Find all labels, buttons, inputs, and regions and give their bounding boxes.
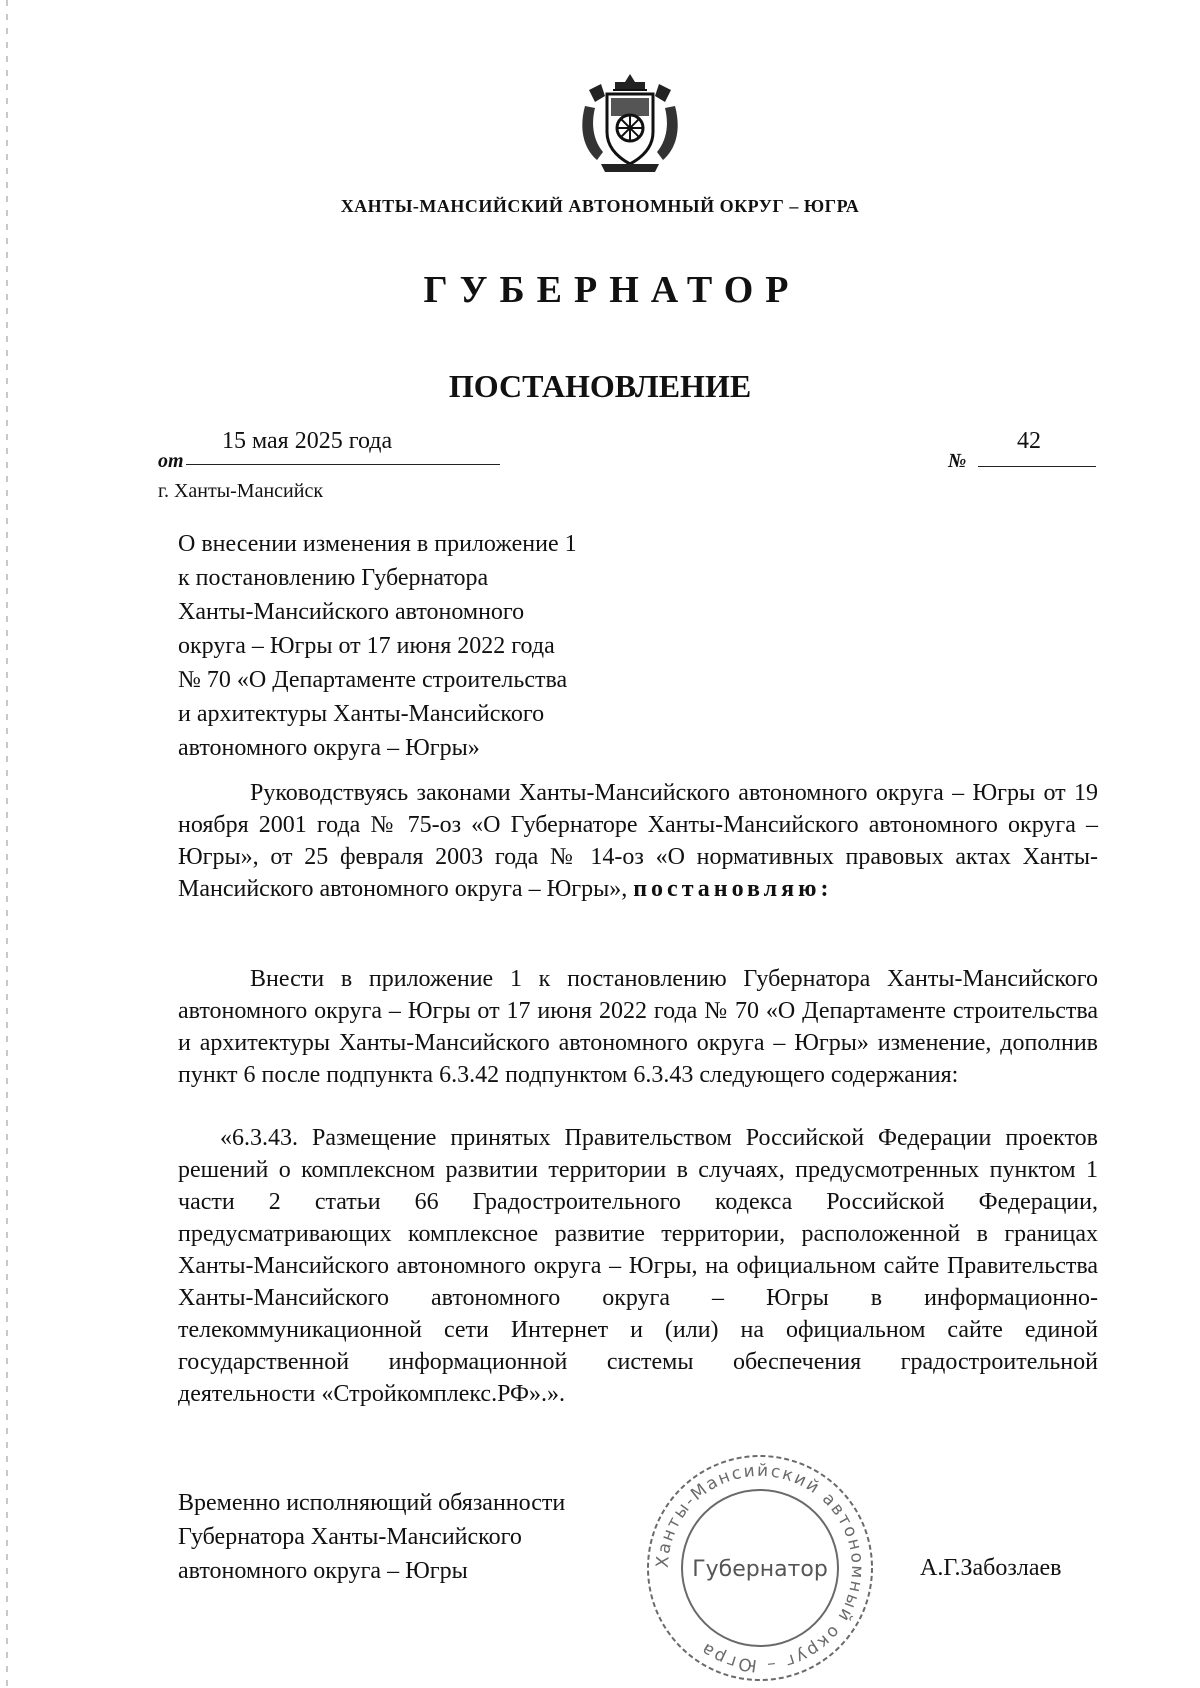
subject-line: и архитектуры Ханты-Мансийского — [178, 701, 545, 727]
subject-line: автономного округа – Югры» — [178, 735, 480, 761]
seal-center-text: Губернатор — [692, 1557, 828, 1582]
subject-line: к постановлению Губернатора — [178, 565, 489, 591]
position-line: Временно исполняющий обязанности — [178, 1490, 566, 1516]
preamble-paragraph — [178, 777, 1098, 905]
subject-line: округа – Югры от 17 июня 2022 года — [178, 633, 555, 659]
governor-seal — [640, 1448, 880, 1688]
authority-heading: ГУБЕРНАТОР — [423, 269, 801, 311]
document-subject — [178, 527, 678, 765]
position-line: автономного округа – Югры — [178, 1558, 468, 1584]
amendment-text: Внести в приложение 1 к постановлению Губернатора Ханты-Мансийского автономного округа – Югры от 17 июня 2022 года № 70 «О Департаменте строительства и архитектуры Ханты-Мансийского автономного округа – Югры» изменение, дополнив пункт 6 после подпункта 6.3.42 подпунктом 6.3.43 следующего содержания: — [178, 966, 1098, 1088]
issue-city: г. Ханты-Мансийск — [158, 480, 324, 502]
region-heading: ХАНТЫ-МАНСИЙСКИЙ АВТОНОМНЫЙ ОКРУГ – ЮГРА — [340, 196, 860, 216]
resolve-colon: : — [820, 876, 829, 902]
document-type-heading: ПОСТАНОВЛЕНИЕ — [448, 368, 752, 404]
new-subclause-paragraph — [178, 1122, 1098, 1410]
scan-edge — [6, 0, 8, 1686]
document-number: 42 — [1017, 428, 1041, 454]
coat-of-arms-icon — [575, 68, 685, 178]
preamble-text: Руководствуясь законами Ханты-Мансийского автономного округа – Югры от 19 ноября 2001 года № 75-оз «О Губернаторе Ханты-Мансийского автономного округа – Югры», от 25 февраля 2003 года № 14-оз «О нормативных правовых актах Ханты-Мансийского автономного округа – Югры», — [178, 780, 1098, 902]
subject-line: № 70 «О Департаменте строительства — [178, 667, 568, 693]
document-date: 15 мая 2025 года — [222, 428, 393, 454]
signatory-name: А.Г.Забозлаев — [920, 1555, 1062, 1581]
subject-line: Ханты-Мансийского автономного — [178, 599, 525, 625]
seal-ring-text: Ханты-Мансийский автономный округ – Югра — [652, 1460, 868, 1676]
signatory-position — [178, 1486, 565, 1588]
number-label: № — [948, 450, 967, 472]
position-line: Губернатора Ханты-Мансийского — [178, 1524, 522, 1550]
amendment-paragraph — [178, 963, 1098, 1091]
number-underline — [978, 466, 1096, 467]
resolve-word: постановляю — [633, 876, 821, 902]
date-underline — [186, 464, 500, 465]
new-subclause-text: «6.3.43. Размещение принятых Правительством Российской Федерации проектов решений о комплексном развитии территории в случаях, предусмотренных пунктом 1 части 2 статьи 66 Градостроительного кодекса Российской Федерации, предусматривающих комплексное развитие территории, расположенной в границах Ханты-Мансийского автономного округа – Югры, на официальном сайте Правительства Ханты-Мансийского автономного округа – Югры в информационно-телекоммуникационной сети Интернет и (или) на официальном сайте единой государственной информационной системы обеспечения градостроительной деятельности «Стройкомплекс.РФ».». — [178, 1125, 1098, 1407]
subject-line: О внесении изменения в приложение 1 — [178, 531, 577, 557]
date-label: от — [158, 450, 184, 472]
